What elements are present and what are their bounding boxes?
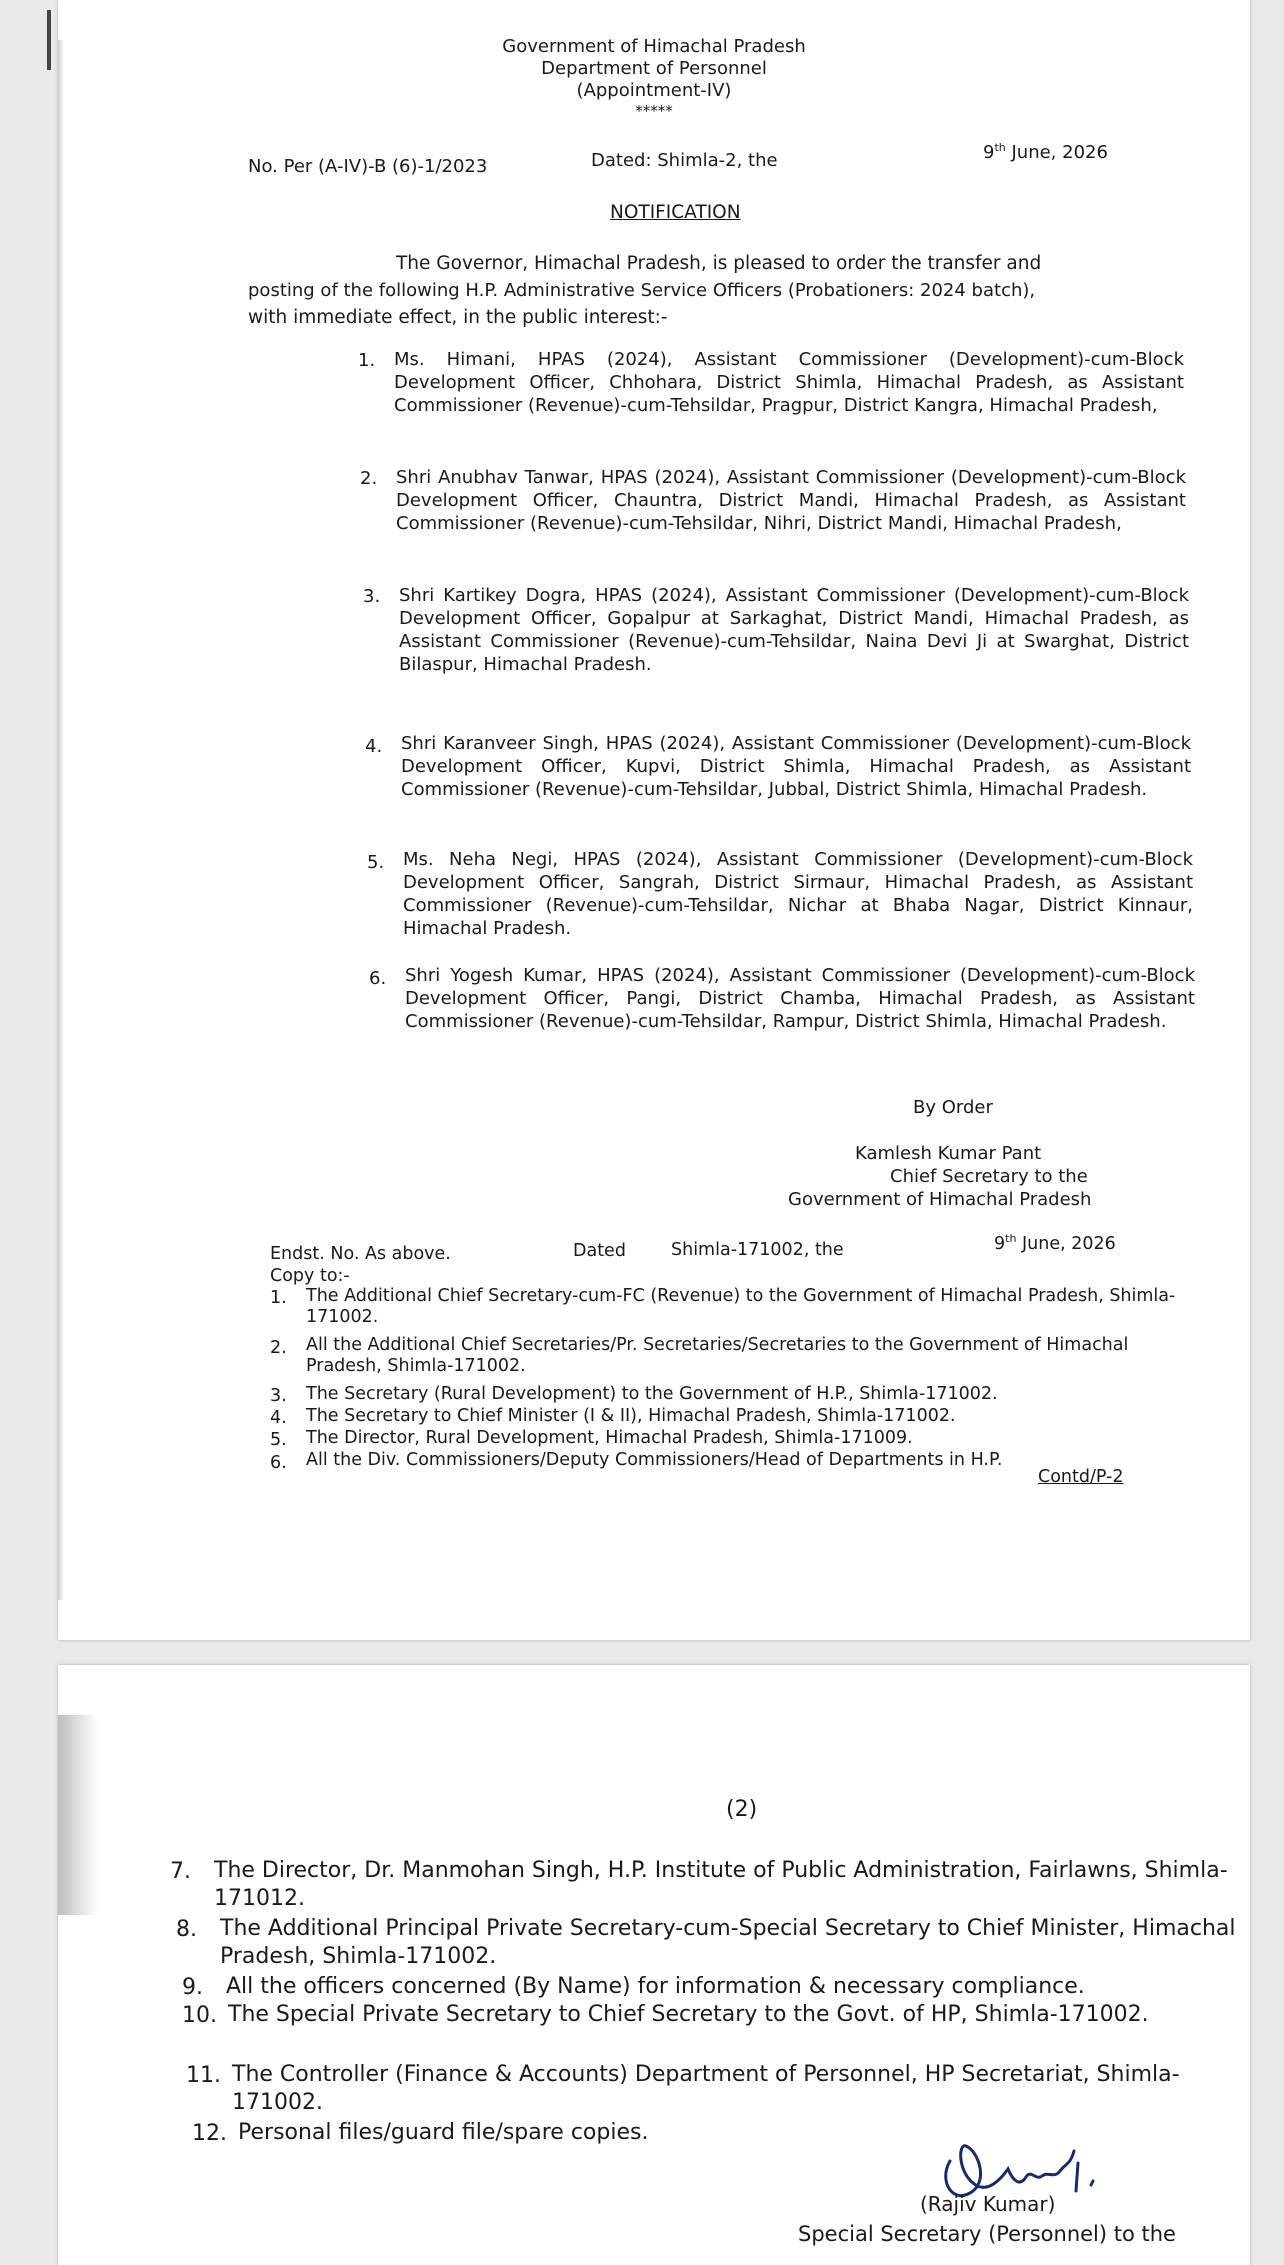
copy-item: All the officers concerned (By Name) for information & necessary compliance. — [226, 1974, 1085, 1999]
copy-number: 3. — [270, 1386, 287, 1406]
order-item: Shri Karanveer Singh, HPAS (2024), Assistant Commissioner (Development)-cum-Block Development Officer, Kupvi, District Shimla, Himachal Pradesh, as Assistant Commissioner (Revenue)-cum-Tehsildar, Jubbal, District Shimla, Himachal Pradesh. — [401, 733, 1191, 800]
notification-title: NOTIFICATION — [610, 202, 741, 223]
copy-number: 8. — [176, 1917, 197, 1942]
copy-number: 7. — [170, 1859, 191, 1884]
order-number: 4. — [365, 736, 383, 757]
copy-item: The Additional Principal Private Secretary-cum-Special Secretary to Chief Minister, Himachal Pradesh, Shimla-171002. — [220, 1916, 1236, 1969]
signatory-designation: Chief Secretary to the — [890, 1166, 1088, 1187]
endorsement-dated: Dated — [573, 1241, 626, 1261]
copy-number: 10. — [182, 2003, 217, 2028]
copy-number: 2. — [270, 1338, 287, 1358]
copy-to-label: Copy to:- — [270, 1266, 350, 1286]
copy-item: All the Div. Commissioners/Deputy Commissioners/Head of Departments in H.P. — [306, 1450, 1003, 1470]
page-1 — [58, 0, 1250, 1640]
copy-number: 6. — [270, 1453, 287, 1473]
copy-number: 5. — [270, 1430, 287, 1450]
order-item: Ms. Himani, HPAS (2024), Assistant Commissioner (Development)-cum-Block Development Officer, Chhohara, District Shimla, Himachal Pradesh, as Assistant Commissioner (Revenue)-cum-Tehsildar, Pragpur, District Kangra, Himachal Pradesh, — [394, 349, 1184, 416]
order-number: 1. — [358, 350, 376, 371]
copy-item: The Controller (Finance & Accounts) Department of Personnel, HP Secretariat, Shimla-171002. — [232, 2062, 1180, 2115]
copy-item: The Secretary to Chief Minister (I & II), Himachal Pradesh, Shimla-171002. — [306, 1406, 956, 1426]
issue-date: 9th June, 2026 — [983, 141, 1108, 163]
signatory-name-2: (Rajiv Kumar) — [920, 2192, 1056, 2216]
copy-item: All the Additional Chief Secretaries/Pr. Secretaries/Secretaries to the Government of Himachal Pradesh, Shimla-171002. — [306, 1335, 1129, 1376]
signatory-name: Kamlesh Kumar Pant — [855, 1143, 1042, 1164]
copy-item: The Additional Chief Secretary-cum-FC (Revenue) to the Government of Himachal Pradesh, Shimla-171002. — [306, 1286, 1176, 1327]
order-number: 6. — [369, 968, 387, 989]
scan-edge-shadow — [58, 1715, 98, 1915]
copy-number: 1. — [270, 1288, 287, 1308]
order-item: Ms. Neha Negi, HPAS (2024), Assistant Commissioner (Development)-cum-Block Development Officer, Sangrah, District Sirmaur, Himachal Pradesh, as Assistant Commissioner (Revenue)-cum-Tehsildar, Nichar at Bhaba Nagar, District Kinnaur, Himachal Pradesh. — [403, 849, 1193, 939]
copy-number: 9. — [182, 1975, 203, 2000]
copy-number: 4. — [270, 1408, 287, 1428]
copy-number: 11. — [186, 2063, 221, 2088]
header-section: (Appointment-IV) — [576, 80, 732, 101]
continued-marker: Contd/P-2 — [1038, 1467, 1124, 1487]
header-government: Government of Himachal Pradesh — [502, 36, 806, 57]
order-item: Shri Anubhav Tanwar, HPAS (2024), Assistant Commissioner (Development)-cum-Block Development Officer, Chauntra, District Mandi, Himachal Pradesh, as Assistant Commissioner (Revenue)-cum-Tehsildar, Nihri, District Mandi, Himachal Pradesh, — [396, 467, 1186, 534]
copy-number: 12. — [192, 2121, 227, 2146]
copy-item: The Director, Dr. Manmohan Singh, H.P. Institute of Public Administration, Fairlawns, Shimla-171012. — [214, 1858, 1228, 1911]
endorsement-place: Shimla-171002, the — [671, 1240, 844, 1260]
copy-item: Personal files/guard file/spare copies. — [238, 2120, 649, 2145]
copy-item: The Secretary (Rural Development) to the Government of H.P., Shimla-171002. — [306, 1384, 998, 1404]
page-2 — [58, 1665, 1250, 2265]
order-number: 3. — [363, 586, 381, 607]
order-number: 2. — [360, 468, 378, 489]
signatory-government: Government of Himachal Pradesh — [788, 1189, 1092, 1210]
copy-item: The Special Private Secretary to Chief Secretary to the Govt. of HP, Shimla-171002. — [228, 2002, 1149, 2027]
header-stars: ***** — [635, 102, 673, 120]
intro-line-3: with immediate effect, in the public interest:- — [248, 307, 668, 328]
copy-item: The Director, Rural Development, Himachal Pradesh, Shimla-171009. — [306, 1428, 913, 1448]
order-item: Shri Kartikey Dogra, HPAS (2024), Assistant Commissioner (Development)-cum-Block Development Officer, Gopalpur at Sarkaghat, District Mandi, Himachal Pradesh, as Assistant Commissioner (Revenue)-cum-Tehsildar, Naina Devi Ji at Swarghat, District Bilaspur, Himachal Pradesh. — [399, 585, 1189, 675]
header-department: Department of Personnel — [541, 58, 767, 79]
intro-line-2: posting of the following H.P. Administrative Service Officers (Probationers: 2024 batch), — [248, 280, 1036, 301]
by-order: By Order — [913, 1097, 993, 1118]
scan-edge-shadow — [58, 40, 64, 1600]
signatory-designation-2: Special Secretary (Personnel) to the — [798, 2222, 1176, 2246]
page-number: (2) — [726, 1797, 758, 1822]
dated-label: Dated: Shimla-2, the — [591, 150, 778, 171]
order-item: Shri Yogesh Kumar, HPAS (2024), Assistant Commissioner (Development)-cum-Block Development Officer, Pangi, District Chamba, Himachal Pradesh, as Assistant Commissioner (Revenue)-cum-Tehsildar, Rampur, District Shimla, Himachal Pradesh. — [405, 965, 1195, 1032]
endorsement-number: Endst. No. As above. — [270, 1244, 451, 1264]
reference-number: No. Per (A-IV)-B (6)-1/2023 — [248, 156, 488, 177]
endorsement-date: 9th June, 2026 — [994, 1232, 1116, 1254]
scan-mark — [47, 10, 51, 70]
intro-line-1: The Governor, Himachal Pradesh, is pleased to order the transfer and — [396, 253, 1042, 274]
order-number: 5. — [367, 852, 385, 873]
